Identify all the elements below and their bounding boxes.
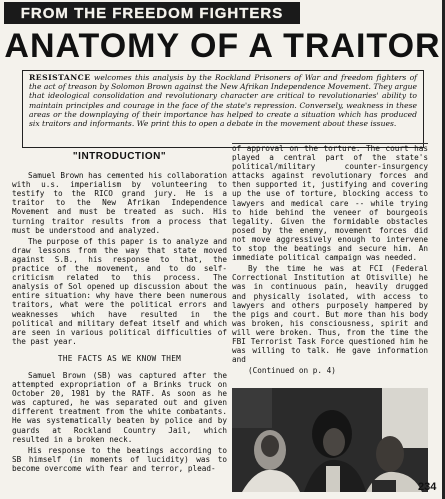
banner-text: FROM THE FREEDOM FIGHTERS bbox=[20, 4, 284, 22]
article-title: ANATOMY OF A TRAITOR bbox=[4, 27, 441, 65]
paragraph: His response to the beatings according to SB himself (in moments of lucidity) was to become overcome with fear and terror, plead- bbox=[12, 445, 227, 473]
section-heading: "INTRODUCTION" bbox=[72, 151, 167, 162]
paragraph: Samuel Brown (SB) was captured after the attempted expropriation of a Brinks truck on October 20, 1981 by the RATF. As soon as he was captured, he was separated out and given different treatment from the white combatants. He was systematically beaten by police and by guards at Rockland Country Jail, which resulted in a broken neck. bbox=[12, 370, 227, 444]
continued-note: (Continued on p. 4) bbox=[248, 366, 336, 376]
left-column bbox=[12, 150, 227, 475]
banner bbox=[4, 2, 300, 24]
intro-text: welcomes this analysis by the Rockland Prisoners of War and freedom fighters of the act of treason by Solomon Brown against the New Afrikan Independence Movement. They argue that ideological consolidation and revolutionary character are critical to revolutionaries' ability to maintain principles and courage in the face of the state's repression. Conversely, weakness in these areas or the downplaying of their importance has helped to create a situation which has produced six traitors and informants. We print this to open a debate in the movement about these issues. bbox=[29, 73, 417, 129]
paragraph: By the time he was at FCI (Federal Correctional Institution at Otisville) he was in continuous pain, heavily drugged and physically isolated, with access to lawyers and others purposely hampered by the pigs and court. But more than his body was broken, his consciousness, spirit and will were broken. Thus, from the time the FBI Terrorist Task Force questioned him he was willing to talk. He gave information and bbox=[232, 264, 428, 365]
right-column bbox=[232, 144, 428, 377]
photo bbox=[232, 388, 428, 492]
page-number: 234 bbox=[418, 481, 437, 493]
subheading: THE FACTS AS WE KNOW THEM bbox=[57, 353, 182, 363]
intro-lead: RESISTANCE bbox=[29, 73, 91, 82]
intro-box bbox=[22, 70, 424, 148]
photo-image bbox=[232, 388, 428, 492]
paragraph: The purpose of this paper is to analyze and draw lessons from the way that state moved against S.B., his response to that, the practice of the movement, and to do self-criticism related to this process. The analysis of Sol opened up discussion about the entire situation: why have there been numerous traitors, what were the political errors and weaknesses which have resulted in the political and military defeat itself and which are seen in various political difficulties of the past year. bbox=[12, 236, 228, 346]
paragraph: of approval on the torture. The court has played a central part of the state's political/military counter-insurgency attacks against revolutionary forces and then supported it, justifying and covering up the use of torture, blocking access to lawyers and medical care -- while trying to hide behind the veneer of bourgeois legality. Given the formidable obstacles posed by the enemy, movement forces did not move aggressively enough to intervene to stop the beatings and secure him. An immediate political campaign was needed. bbox=[232, 144, 428, 263]
paragraph: Samuel Brown has cemented his collaboration with u.s. imperialism by volunteering to testify to the RICO grand jury. He is a traitor to the New Afrikan Independence Movement and must be treated as such. His turning traitor results from a process that must be understood and analyzed. bbox=[12, 171, 228, 235]
